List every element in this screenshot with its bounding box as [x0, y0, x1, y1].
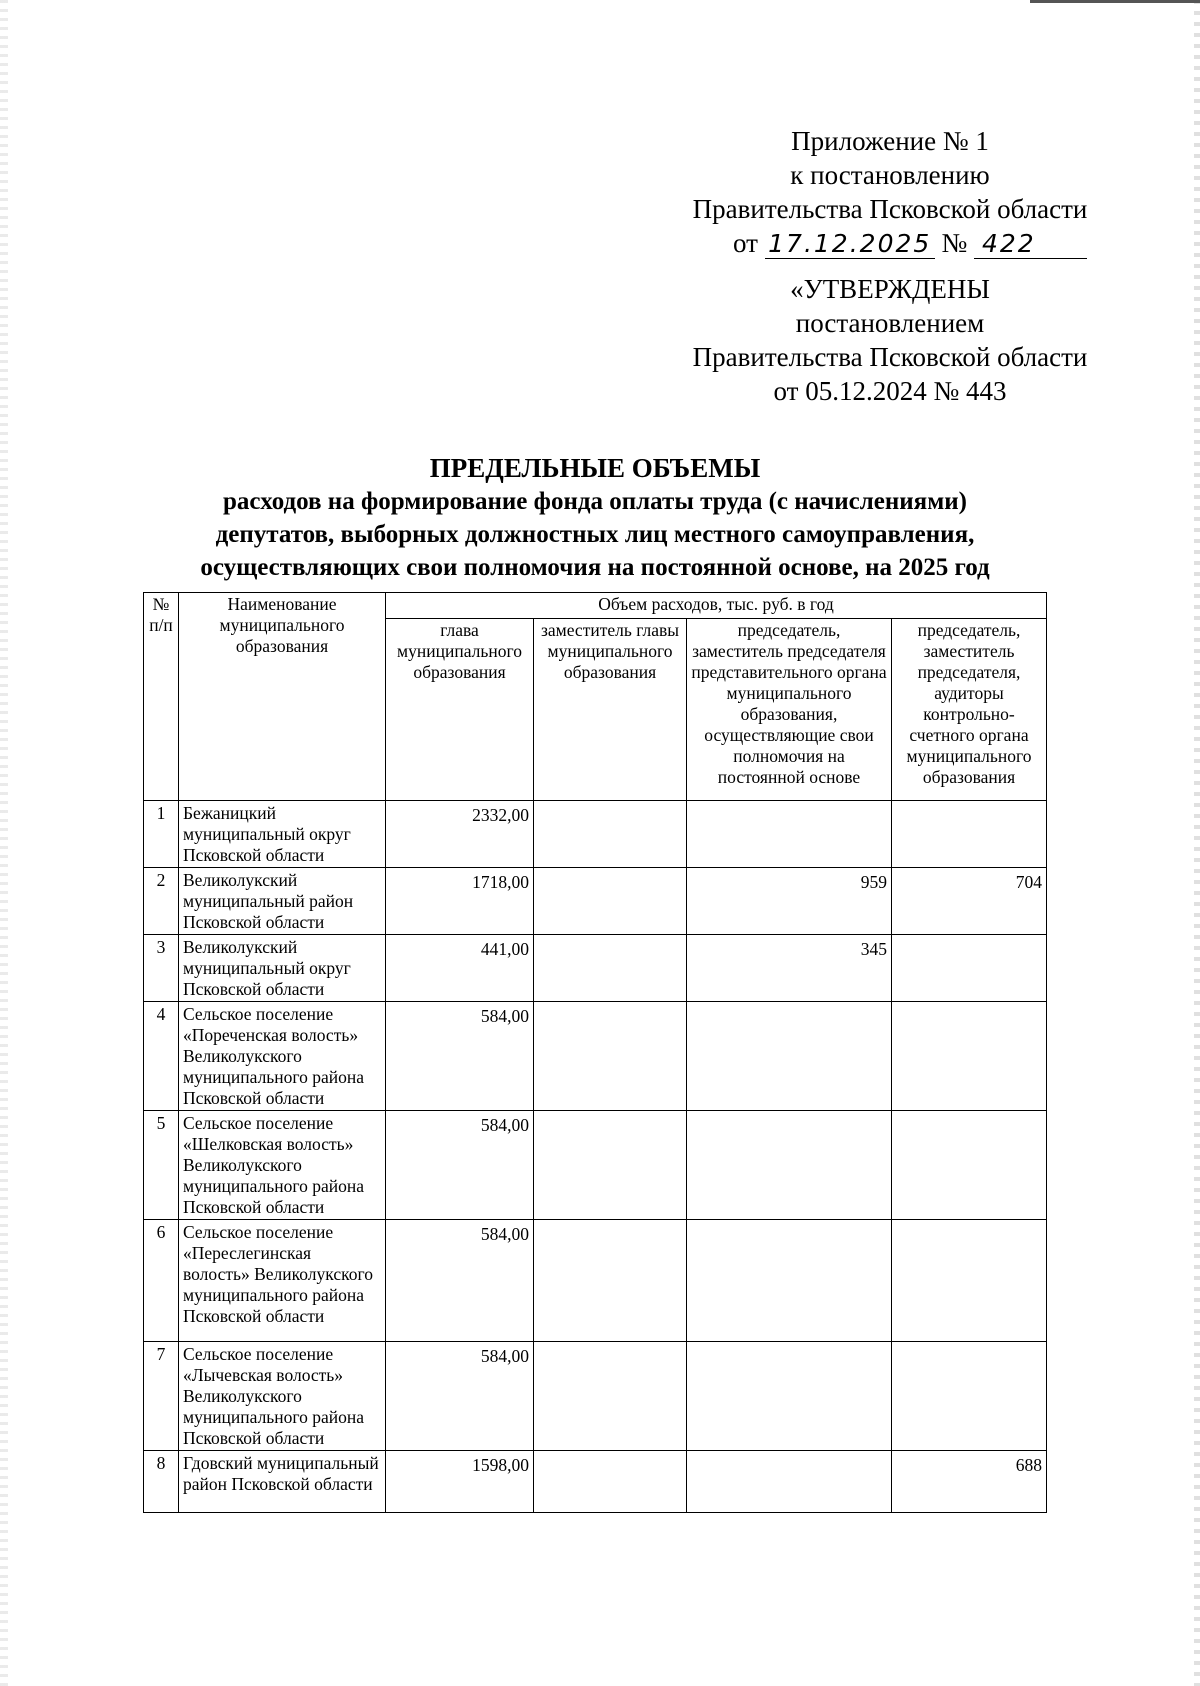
value-audit-chair: 688 — [892, 1451, 1047, 1513]
row-number: 6 — [144, 1220, 179, 1342]
scan-mark — [1030, 0, 1200, 3]
row-number: 2 — [144, 868, 179, 935]
table-row — [144, 1451, 1047, 1513]
value-head: 584,00 — [386, 1342, 534, 1451]
table-row — [144, 868, 1047, 935]
value-audit-chair — [892, 1342, 1047, 1451]
row-name: Сельское поселение «Переслегинская волость» Великолукского муниципального района Псковской области — [179, 1220, 386, 1342]
row-number: 7 — [144, 1342, 179, 1451]
header-num: № п/п — [144, 593, 179, 801]
value-head: 584,00 — [386, 1002, 534, 1111]
value-audit-chair — [892, 1111, 1047, 1220]
value-council-chair — [687, 1220, 892, 1342]
header-name: Наименование муниципального образования — [179, 593, 386, 801]
value-council-chair — [687, 1111, 892, 1220]
value-council-chair — [687, 1451, 892, 1513]
row-number: 4 — [144, 1002, 179, 1111]
approved-line2: постановлением — [795, 308, 985, 338]
value-council-chair — [687, 1002, 892, 1111]
header-col3: председатель, заместитель председателя представительного органа муниципального образования, осуществляющие свои полномочия на постоянной основе — [687, 619, 892, 801]
row-number: 8 — [144, 1451, 179, 1513]
table-row — [144, 1002, 1047, 1111]
header-group: Объем расходов, тыс. руб. в год — [386, 593, 1047, 619]
row-name: Бежаницкий муниципальный округ Псковской области — [179, 801, 386, 868]
value-deputy-head — [534, 1342, 687, 1451]
row-number: 3 — [144, 935, 179, 1002]
handwritten-date: 17.12.2025 — [765, 230, 935, 259]
value-audit-chair — [892, 1220, 1047, 1342]
value-council-chair — [687, 1342, 892, 1451]
value-head: 584,00 — [386, 1111, 534, 1220]
scan-edge-right — [1194, 0, 1200, 1686]
row-name: Сельское поселение «Шелковская волость» Великолукского муниципального района Псковской области — [179, 1111, 386, 1220]
header-col4: председатель, заместитель председателя, аудиторы контрольно-счетного органа муниципального образования — [892, 619, 1047, 801]
table-row — [144, 935, 1047, 1002]
row-name: Сельское поселение «Пореченская волость» Великолукского муниципального района Псковской области — [179, 1002, 386, 1111]
title-line4: осуществляющих свои полномочия на постоянной основе, на 2025 год — [200, 554, 990, 581]
value-head: 2332,00 — [386, 801, 534, 868]
value-head: 1598,00 — [386, 1451, 534, 1513]
row-name: Великолукский муниципальный район Псковской области — [179, 868, 386, 935]
value-audit-chair — [892, 1002, 1047, 1111]
value-deputy-head — [534, 1111, 687, 1220]
approved-line4: от 05.12.2024 № 443 — [773, 376, 1007, 406]
appendix-line3: Правительства Псковской области — [692, 194, 1088, 224]
from-label: от — [733, 228, 758, 258]
row-name: Великолукский муниципальный округ Псковской области — [179, 935, 386, 1002]
value-council-chair: 959 — [687, 868, 892, 935]
value-deputy-head — [534, 935, 687, 1002]
row-name: Гдовский муниципальный район Псковской области — [179, 1451, 386, 1513]
appendix-line2: к постановлению — [790, 160, 990, 190]
value-head: 584,00 — [386, 1220, 534, 1342]
row-number: 5 — [144, 1111, 179, 1220]
row-number: 1 — [144, 801, 179, 868]
value-deputy-head — [534, 1002, 687, 1111]
value-deputy-head — [534, 868, 687, 935]
document-title — [140, 452, 1050, 584]
value-deputy-head — [534, 1451, 687, 1513]
header-col1: глава муниципального образования — [386, 619, 534, 801]
approved-block — [660, 272, 1120, 408]
value-audit-chair — [892, 935, 1047, 1002]
approved-line3: Правительства Псковской области — [692, 342, 1088, 372]
value-deputy-head — [534, 801, 687, 868]
value-audit-chair — [892, 801, 1047, 868]
value-audit-chair: 704 — [892, 868, 1047, 935]
table-row — [144, 1342, 1047, 1451]
table-row — [144, 801, 1047, 868]
scan-edge-left — [0, 0, 8, 1686]
header-col2: заместитель главы муниципального образования — [534, 619, 687, 801]
value-deputy-head — [534, 1220, 687, 1342]
approved-line1: «УТВЕРЖДЕНЫ — [790, 274, 990, 304]
title-line2: расходов на формирование фонда оплаты труда (с начислениями) — [223, 488, 967, 515]
title-line3: депутатов, выборных должностных лиц местного самоуправления, — [215, 521, 975, 548]
table-row — [144, 1111, 1047, 1220]
limits-table — [143, 592, 1047, 1513]
appendix-date-line — [660, 226, 1120, 260]
table-row — [144, 1220, 1047, 1342]
number-label: № — [941, 228, 968, 258]
appendix-block — [660, 124, 1120, 260]
value-head: 441,00 — [386, 935, 534, 1002]
value-council-chair: 345 — [687, 935, 892, 1002]
title-main: ПРЕДЕЛЬНЫЕ ОБЪЕМЫ — [429, 453, 761, 483]
row-name: Сельское поселение «Лычевская волость» Великолукского муниципального района Псковской области — [179, 1342, 386, 1451]
value-council-chair — [687, 801, 892, 868]
appendix-line1: Приложение № 1 — [791, 126, 989, 156]
handwritten-number: 422 — [974, 230, 1087, 259]
value-head: 1718,00 — [386, 868, 534, 935]
